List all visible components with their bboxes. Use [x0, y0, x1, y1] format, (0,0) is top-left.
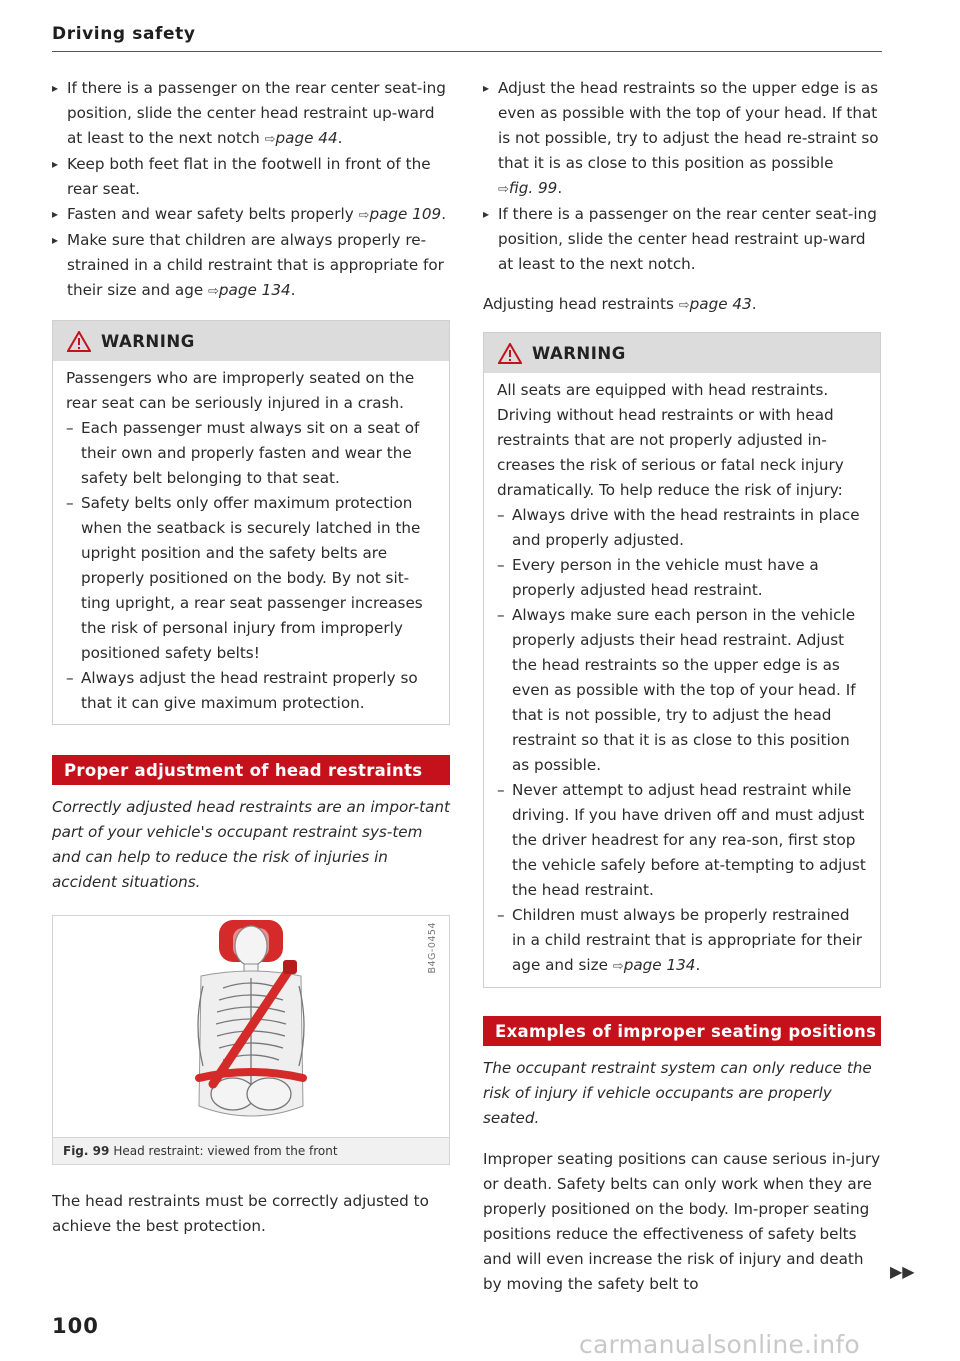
list-item: ▸ Keep both feet flat in the footwell in front of the rear seat.	[52, 152, 450, 202]
warning-triangle-icon	[67, 331, 91, 352]
figure-99	[52, 915, 450, 1165]
cross-reference[interactable]: ⇨page 44	[264, 129, 338, 147]
section-heading: Proper adjustment of head restraints	[52, 755, 450, 785]
warning-item: – Always make sure each person in the vehicle properly adjusts their head restraint. Adjust the head restraints so the upper edge is as even as possible with the top of your head. If that is not possible, try to adjust the head restraint so that it is as close to this position as possible.	[497, 603, 868, 778]
list-item: ▸ If there is a passenger on the rear center seat-ing position, slide the center head restraint up-ward at least to the next notch ⇨page 44.	[52, 76, 450, 152]
warning-list	[497, 503, 868, 979]
page-header	[52, 24, 882, 44]
warning-box	[52, 320, 450, 725]
arrow-right-icon: ⇨	[498, 182, 509, 197]
figure-caption-text: Head restraint: viewed from the front	[113, 1144, 338, 1158]
head-restraint-illustration	[53, 916, 449, 1137]
section-lead: Correctly adjusted head restraints are an impor-tant part of your vehicle's occupant restraint sys-tem and can help to reduce the risk of injuries in accident situations.	[52, 798, 450, 891]
right-bullet-list	[483, 76, 881, 277]
warning-item: – Each passenger must always sit on a seat of their own and properly fasten and wear the safety belt belonging to that seat.	[66, 416, 437, 491]
warning-list	[66, 416, 437, 716]
cross-reference[interactable]: ⇨page 134	[612, 956, 696, 974]
list-item: ▸ Adjust the head restraints so the upper edge is as even as possible with the top of your head. If that is not possible, try to adjust the head re-straint so that it is as close to this position as possible ⇨fig. 99.	[483, 76, 881, 202]
header-rule	[52, 51, 882, 52]
cross-reference[interactable]: ⇨page 134	[208, 281, 291, 299]
figure-caption	[53, 1137, 449, 1164]
arrow-right-icon: ⇨	[612, 959, 624, 974]
list-item: ▸ Make sure that children are always properly re-strained in a child restraint that is appropriate for their size and age ⇨page 134.	[52, 228, 450, 304]
warning-intro: All seats are equipped with head restraints. Driving without head restraints or with head restraints that are not properly adjusted in-creases the risk of serious or fatal neck injury dramatically. To help reduce the risk of injury:	[497, 381, 844, 499]
warning-box	[483, 332, 881, 988]
warning-item: – Always adjust the head restraint properly so that it can give maximum protection.	[66, 666, 437, 716]
arrow-right-icon: ⇨	[678, 298, 690, 313]
warning-item: – Always drive with the head restraints in place and properly adjusted.	[497, 503, 868, 553]
warning-title: WARNING	[532, 343, 626, 363]
warning-body	[484, 373, 880, 987]
page-number: 100	[52, 1314, 99, 1338]
section-lead: The occupant restraint system can only reduce the risk of injury if vehicle occupants are properly seated.	[483, 1059, 872, 1127]
warning-header	[484, 333, 880, 373]
section-body: Improper seating positions can cause serious in-jury or death. Safety belts can only work when they are properly positioned on the body. Im-proper seating positions reduce the effectiveness of safety belts and will even increase the risk of injury and death by moving the safety belt to	[483, 1150, 881, 1293]
warning-item: – Safety belts only offer maximum protection when the seatback is securely latched in the upright position and the safety belts are properly positioned on the body. By not sit-ting upright, a rear seat passenger increases the risk of personal injury from improperly positioned safety belts!	[66, 491, 437, 666]
list-item: ▸ Fasten and wear safety belts properly ⇨page 109.	[52, 202, 450, 228]
arrow-right-icon: ⇨	[358, 208, 370, 223]
figure-code: B4G-0454	[427, 922, 438, 974]
warning-item: – Never attempt to adjust head restraint while driving. If you have driven off and must adjust the driver headrest for any rea-son, first stop the vehicle safely before at-tempting to adjust the head restraint.	[497, 778, 868, 903]
list-item: ▸ If there is a passenger on the rear center seat-ing position, slide the center head restraint up-ward at least to the next notch.	[483, 202, 881, 277]
closing-paragraph: The head restraints must be correctly adjusted to achieve the best protection.	[52, 1192, 429, 1235]
arrow-right-icon: ⇨	[208, 284, 219, 299]
warning-item: – Every person in the vehicle must have a properly adjusted head restraint.	[497, 553, 868, 603]
warning-header	[53, 321, 449, 361]
watermark: carmanualsonline.info	[579, 1330, 860, 1359]
warning-item: – Children must always be properly restrained in a child restraint that is appropriate for their age and size ⇨page 134.	[497, 903, 868, 979]
left-bullet-list	[52, 76, 450, 304]
cross-reference[interactable]: ⇨fig. 99	[498, 179, 558, 197]
warning-intro: Passengers who are improperly seated on the rear seat can be seriously injured in a crash.	[66, 369, 415, 412]
figure-label: Fig. 99	[63, 1144, 110, 1158]
right-column	[483, 76, 881, 1297]
section-heading: Examples of improper seating positions	[483, 1016, 881, 1046]
cross-reference[interactable]: ⇨page 43	[678, 295, 752, 313]
warning-triangle-icon	[498, 343, 522, 364]
left-column	[52, 76, 450, 1239]
continue-arrow-icon[interactable]: ▶▶	[890, 1262, 915, 1281]
cross-reference[interactable]: ⇨page 109	[358, 205, 442, 223]
warning-body	[53, 361, 449, 724]
arrow-right-icon: ⇨	[264, 132, 276, 147]
section-title: Driving safety	[52, 24, 196, 44]
adjust-paragraph: Adjusting head restraints ⇨page 43.	[483, 295, 757, 313]
warning-title: WARNING	[101, 331, 195, 351]
